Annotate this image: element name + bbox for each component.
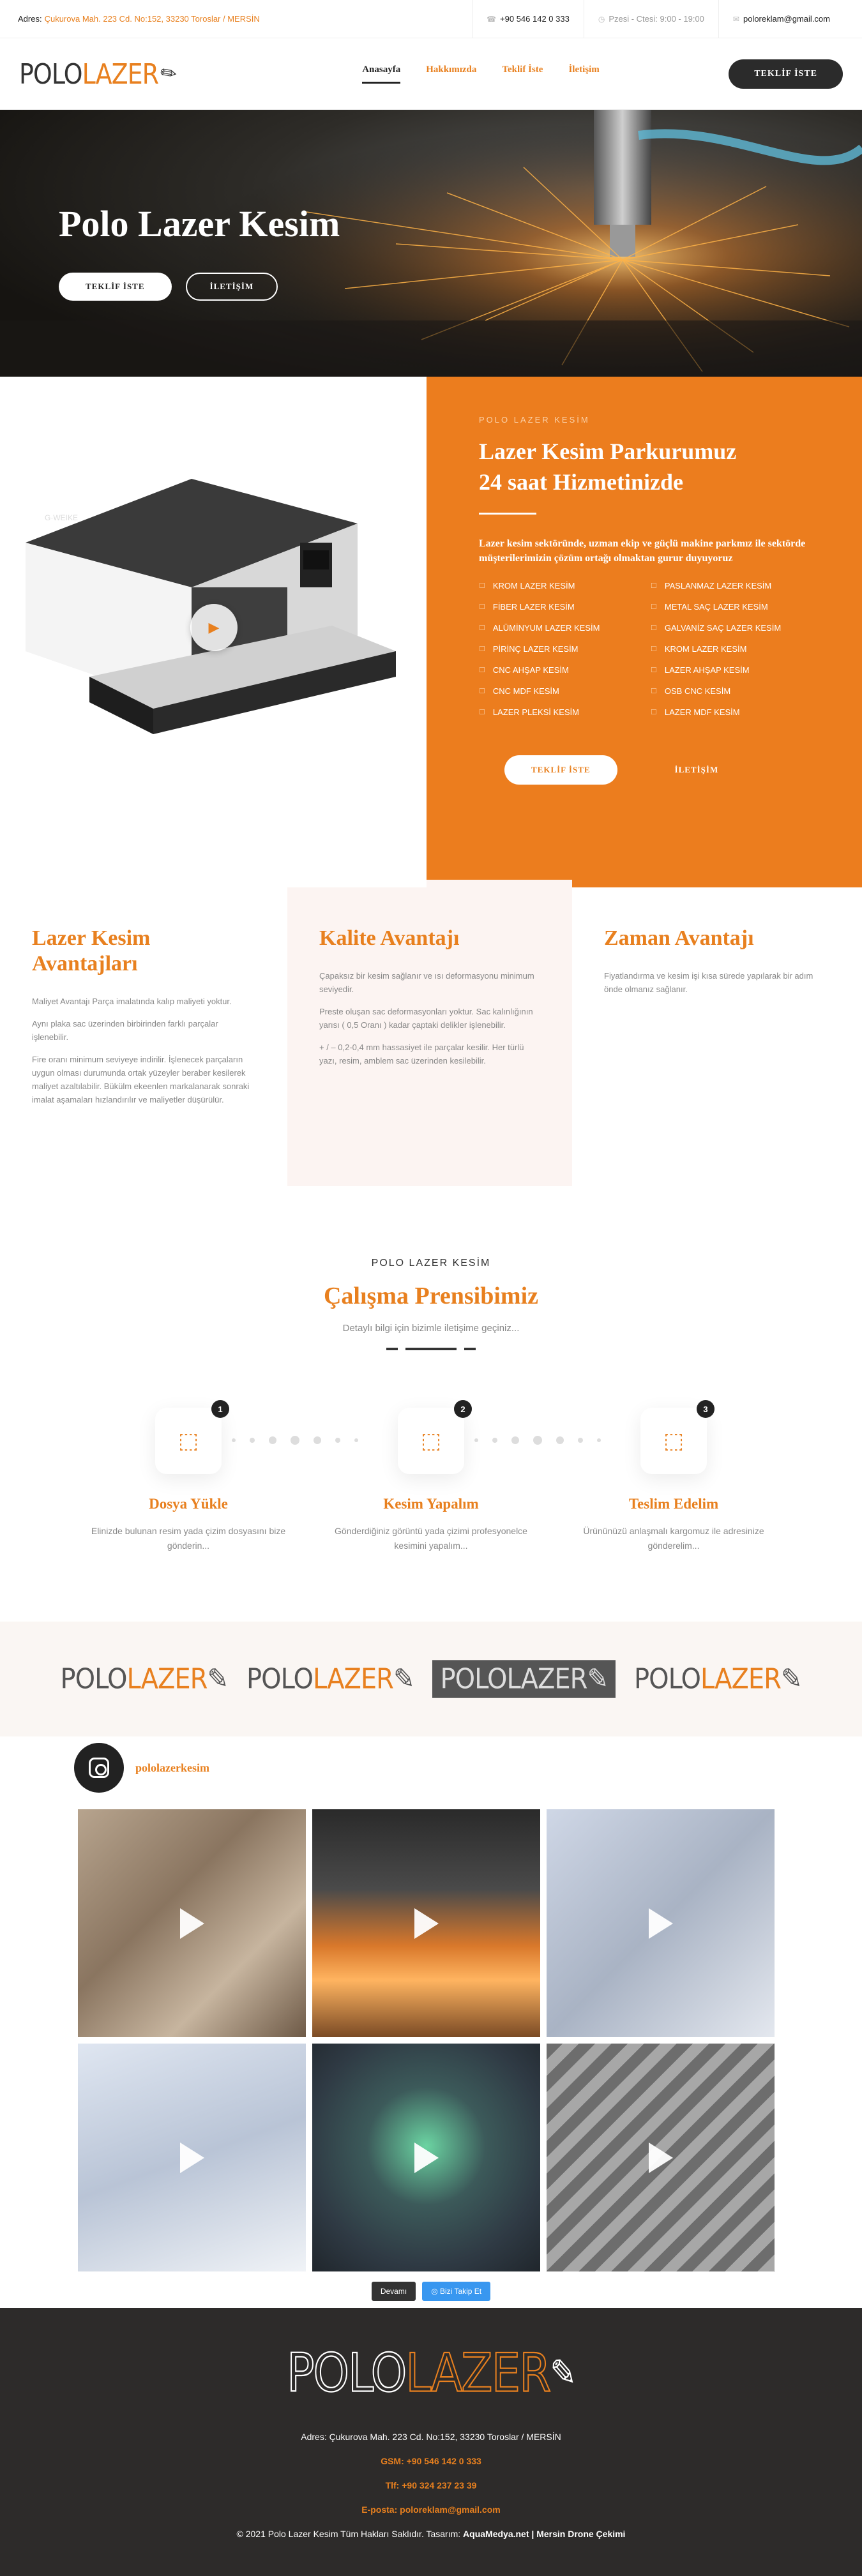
play-icon <box>414 2143 439 2173</box>
service-label: LAZER PLEKSİ KESİM <box>492 707 579 717</box>
email-item[interactable] <box>718 0 844 38</box>
advantage-text: Fire oranı minimum seviyeye indirilir. İşlenecek parçaların uygun olması durumunda ortak yüzeyler beraber kesilerek maliyet azaltılabilir. Bükülm ekeenlen markalanarak sonraki imalat aşamaları hızlandırılır ve maliyetler düşürülür. <box>32 1055 250 1104</box>
instagram-header[interactable] <box>74 1743 862 1793</box>
service-item <box>479 581 638 591</box>
principle-title: Çalışma Prensibimiz <box>323 1283 538 1309</box>
check-icon: ☐ <box>479 603 485 611</box>
credit-link[interactable]: AquaMedya.net | Mersin Drone Çekimi <box>463 2529 626 2539</box>
service-item <box>479 665 638 675</box>
logo-carousel <box>0 1622 862 1736</box>
nav-hakkimizda[interactable]: Hakkımızda <box>426 64 477 75</box>
divider <box>479 513 536 515</box>
check-icon: ☐ <box>651 645 657 653</box>
steps-row <box>0 1404 862 1553</box>
service-item <box>651 707 810 717</box>
pen-icon: ✎ <box>587 1662 608 1696</box>
footer-tel[interactable]: Tlf: +90 324 237 23 39 <box>385 2480 477 2490</box>
site-header <box>0 38 862 110</box>
principle-section <box>0 1245 862 1622</box>
separator <box>0 1348 862 1350</box>
site-footer <box>0 2308 862 2576</box>
service-item <box>651 623 810 633</box>
service-label: LAZER MDF KESİM <box>664 707 740 717</box>
step-card <box>310 1404 552 1553</box>
service-item <box>479 602 638 612</box>
hours-text: Pzesi - Ctesi: 9:00 - 19:00 <box>609 14 704 24</box>
hero-contact-button[interactable]: İLETİŞİM <box>186 273 278 301</box>
check-icon: ☐ <box>479 688 485 695</box>
footer-address: Adres: Çukurova Mah. 223 Cd. No:152, 33230 Toroslar / MERSİN <box>301 2432 561 2442</box>
check-icon: ☐ <box>651 709 657 716</box>
upload-icon: ⬚ 1 <box>155 1408 222 1474</box>
copyright-text: © 2021 Polo Lazer Kesim Tüm Hakları Saklıdır. Tasarım: <box>236 2529 461 2539</box>
footer-gsm[interactable]: GSM: +90 546 142 0 333 <box>381 2456 481 2466</box>
service-item <box>651 602 810 612</box>
parkur-contact-button[interactable]: İLETİŞİM <box>674 765 719 774</box>
services-list <box>479 581 810 717</box>
play-icon <box>180 2143 204 2173</box>
step-title: Teslim Edelim <box>628 1496 719 1512</box>
advantage-text: + / – 0,2-0,4 mm hassasiyet ile parçalar kesilir. Her türlü yazı, resim, amblem sac üzerinden kesilebilir. <box>319 1043 524 1066</box>
brand-logo <box>634 1663 802 1696</box>
instagram-more-button[interactable]: Devamı <box>372 2282 416 2301</box>
check-icon: ☐ <box>479 667 485 674</box>
step-connector <box>232 1436 358 1445</box>
instagram-handle[interactable]: pololazerkesim <box>135 1761 209 1774</box>
service-label: OSB CNC KESİM <box>664 686 731 696</box>
clock-icon: ◷ <box>598 14 605 24</box>
logo-text-lazer: LAZER <box>82 57 159 90</box>
step-title: Dosya Yükle <box>149 1496 228 1512</box>
service-label: ALÜMİNYUM LAZER KESİM <box>492 623 600 633</box>
check-icon: ☐ <box>479 645 485 653</box>
check-icon: ☐ <box>651 582 657 590</box>
advantage-card <box>572 887 859 1245</box>
play-icon <box>414 1908 439 1939</box>
parkur-title-line1: Lazer Kesim Parkurumuz <box>479 439 737 464</box>
step-connector <box>474 1436 601 1445</box>
logo-text-polo: POLO <box>19 57 82 90</box>
pen-icon: ✎ <box>393 1662 414 1696</box>
phone-icon: ☎ <box>487 14 497 24</box>
advantage-card <box>287 880 572 1186</box>
logo-text-lazer: LAZER <box>506 1662 587 1696</box>
advantage-text: Fiyatlandırma ve kesim işi kısa sürede yapılarak bir adım önde olmanız sağlanır. <box>604 971 813 994</box>
step-title: Kesim Yapalım <box>383 1496 479 1512</box>
service-label: METAL SAÇ LAZER KESİM <box>664 602 768 612</box>
header-quote-button[interactable]: TEKLİF İSTE <box>729 59 843 89</box>
parkur-title <box>479 436 810 497</box>
nav-teklif-iste[interactable]: Teklif İste <box>502 64 543 75</box>
advantage-text: Maliyet Avantajı Parça imalatında kalıp maliyeti yoktur. <box>32 997 232 1006</box>
logo-text-lazer: LAZER <box>312 1662 393 1696</box>
check-icon: ☐ <box>479 709 485 716</box>
follow-label: Bizi Takip Et <box>440 2287 482 2296</box>
nav-iletisim[interactable]: İletişim <box>568 64 600 75</box>
machine-image <box>0 377 427 887</box>
service-item <box>651 581 810 591</box>
footer-logo[interactable] <box>287 2342 575 2404</box>
address-link[interactable]: Çukurova Mah. 223 Cd. No:152, 33230 Toroslar / MERSİN <box>44 14 260 24</box>
pen-icon: ✎ <box>780 1662 802 1696</box>
step-number: 1 <box>211 1400 229 1418</box>
phone-item[interactable] <box>472 0 584 38</box>
hero-quote-button[interactable]: TEKLİF İSTE <box>59 273 172 301</box>
parkur-title-line2: 24 saat Hizmetinizde <box>479 469 683 495</box>
check-icon: ☐ <box>479 624 485 632</box>
advantage-text: Çapaksız bir kesim sağlanır ve ısı deformasyonu minimum seviyedir. <box>319 971 534 994</box>
instagram-video-tile[interactable] <box>78 1809 306 2037</box>
instagram-icon <box>74 1743 124 1793</box>
service-label: KROM LAZER KESİM <box>492 581 575 591</box>
delivery-icon: ⬚ 3 <box>640 1408 707 1474</box>
logo-text-polo: POLO <box>286 2342 406 2404</box>
copyright <box>0 2529 862 2539</box>
service-label: PASLANMAZ LAZER KESİM <box>664 581 772 591</box>
hours-item <box>584 0 718 38</box>
parkur-content <box>427 377 862 887</box>
service-item <box>651 644 810 654</box>
service-label: FİBER LAZER KESİM <box>492 602 575 612</box>
main-nav <box>362 64 600 84</box>
step-card <box>552 1404 795 1553</box>
service-label: CNC MDF KESİM <box>492 686 559 696</box>
parkur-lead: Lazer kesim sektöründe, uzman ekip ve güçlü makine parkmız ile sektörde müşterilerimizin çözüm ortağı olmaktan gurur duyuyoruz <box>479 538 806 564</box>
parkur-eyebrow: POLO LAZER KESİM <box>479 415 590 425</box>
pen-icon: ✎ <box>156 60 182 87</box>
service-item <box>479 644 638 654</box>
pen-icon: ✎ <box>207 1662 228 1696</box>
advantages-section <box>0 887 862 1245</box>
parkur-section <box>0 377 862 887</box>
step-text: Gönderdiğiniz görüntü yada çizimi profesyonelce kesimini yapalım... <box>335 1526 527 1551</box>
brand-logo <box>432 1660 616 1698</box>
check-icon: ☐ <box>651 624 657 632</box>
advantage-title: Kalite Avantajı <box>319 926 460 950</box>
instagram-follow-button[interactable] <box>422 2282 490 2301</box>
instagram-video-tile[interactable] <box>312 1809 540 2037</box>
play-icon <box>649 1908 673 1939</box>
service-item <box>479 686 638 696</box>
logo-text-lazer: LAZER <box>405 2342 550 2404</box>
step-number: 3 <box>697 1400 715 1418</box>
logo-text-polo: POLO <box>246 1662 313 1696</box>
advantage-title: Zaman Avantajı <box>604 926 754 950</box>
check-icon: ☐ <box>651 688 657 695</box>
address-label: Adres: <box>18 14 42 24</box>
check-icon: ☐ <box>651 667 657 674</box>
advantage-text: Aynı plaka sac üzerinden birbirinden farklı parçalar işlenebilir. <box>32 1019 218 1042</box>
service-label: LAZER AHŞAP KESİM <box>664 665 750 675</box>
logo-text-polo: POLO <box>440 1662 507 1696</box>
hero-banner <box>0 110 862 377</box>
step-text: Elinizde bulunan resim yada çizim dosyasını bize gönderin... <box>91 1526 286 1551</box>
site-logo[interactable] <box>19 57 182 90</box>
brand-logo <box>60 1663 228 1696</box>
instagram-video-tile[interactable] <box>312 2044 540 2271</box>
advantage-text: Preste oluşan sac deformasyonları yoktur. Sac kalınlığının yarısı ( 0,5 Oranı ) kadar çaptaki delikler işlenebilir. <box>319 1007 533 1030</box>
parkur-quote-button[interactable]: TEKLİF İSTE <box>504 755 617 785</box>
advantage-card <box>0 887 287 1245</box>
footer-email[interactable]: E-posta: poloreklam@gmail.com <box>361 2504 501 2515</box>
instagram-feed <box>0 1736 862 2308</box>
service-item <box>479 623 638 633</box>
step-number: 2 <box>454 1400 472 1418</box>
video-play-button[interactable]: ▶ <box>190 604 238 651</box>
logo-text-lazer: LAZER <box>126 1662 208 1696</box>
cut-icon: ⬚ 2 <box>398 1408 464 1474</box>
service-label: PİRİNÇ LAZER KESİM <box>492 644 578 654</box>
check-icon: ☐ <box>479 582 485 590</box>
logo-text-polo: POLO <box>60 1662 127 1696</box>
service-label: KROM LAZER KESİM <box>664 644 747 654</box>
principle-eyebrow: POLO LAZER KESİM <box>371 1258 491 1269</box>
service-label: GALVANİZ SAÇ LAZER KESİM <box>664 623 782 633</box>
service-label: CNC AHŞAP KESİM <box>492 665 569 675</box>
service-item <box>479 707 638 717</box>
play-icon <box>649 2143 673 2173</box>
mail-icon: ✉ <box>732 14 739 24</box>
instagram-video-tile[interactable] <box>547 1809 775 2037</box>
brand-logo <box>246 1663 414 1696</box>
logo-text-lazer: LAZER <box>700 1662 781 1696</box>
instagram-video-tile[interactable] <box>547 2044 775 2271</box>
logo-text-polo: POLO <box>633 1662 700 1696</box>
nav-anasayfa[interactable]: Anasayfa <box>362 64 400 84</box>
step-text: Ürününüzü anlaşmalı kargomuz ile adresinize gönderelim... <box>583 1526 764 1551</box>
top-bar <box>0 0 862 38</box>
advantage-title: Lazer Kesim Avantajları <box>32 926 151 975</box>
instagram-video-tile[interactable] <box>78 2044 306 2271</box>
service-item <box>651 686 810 696</box>
svg-text:G·WEIKE: G·WEIKE <box>45 513 79 522</box>
hero-title: Polo Lazer Kesim <box>59 203 340 245</box>
check-icon: ☐ <box>651 603 657 611</box>
play-icon <box>180 1908 204 1939</box>
instagram-grid <box>78 1809 862 2271</box>
service-item <box>651 665 810 675</box>
principle-subtitle: Detaylı bilgi için bizimle iletişime geçiniz... <box>342 1323 520 1334</box>
phone-text: +90 546 142 0 333 <box>500 14 570 24</box>
step-card <box>67 1404 310 1553</box>
email-text: poloreklam@gmail.com <box>743 14 830 24</box>
instagram-small-icon: ◎ <box>431 2287 440 2296</box>
pen-icon: ✎ <box>550 2351 576 2395</box>
